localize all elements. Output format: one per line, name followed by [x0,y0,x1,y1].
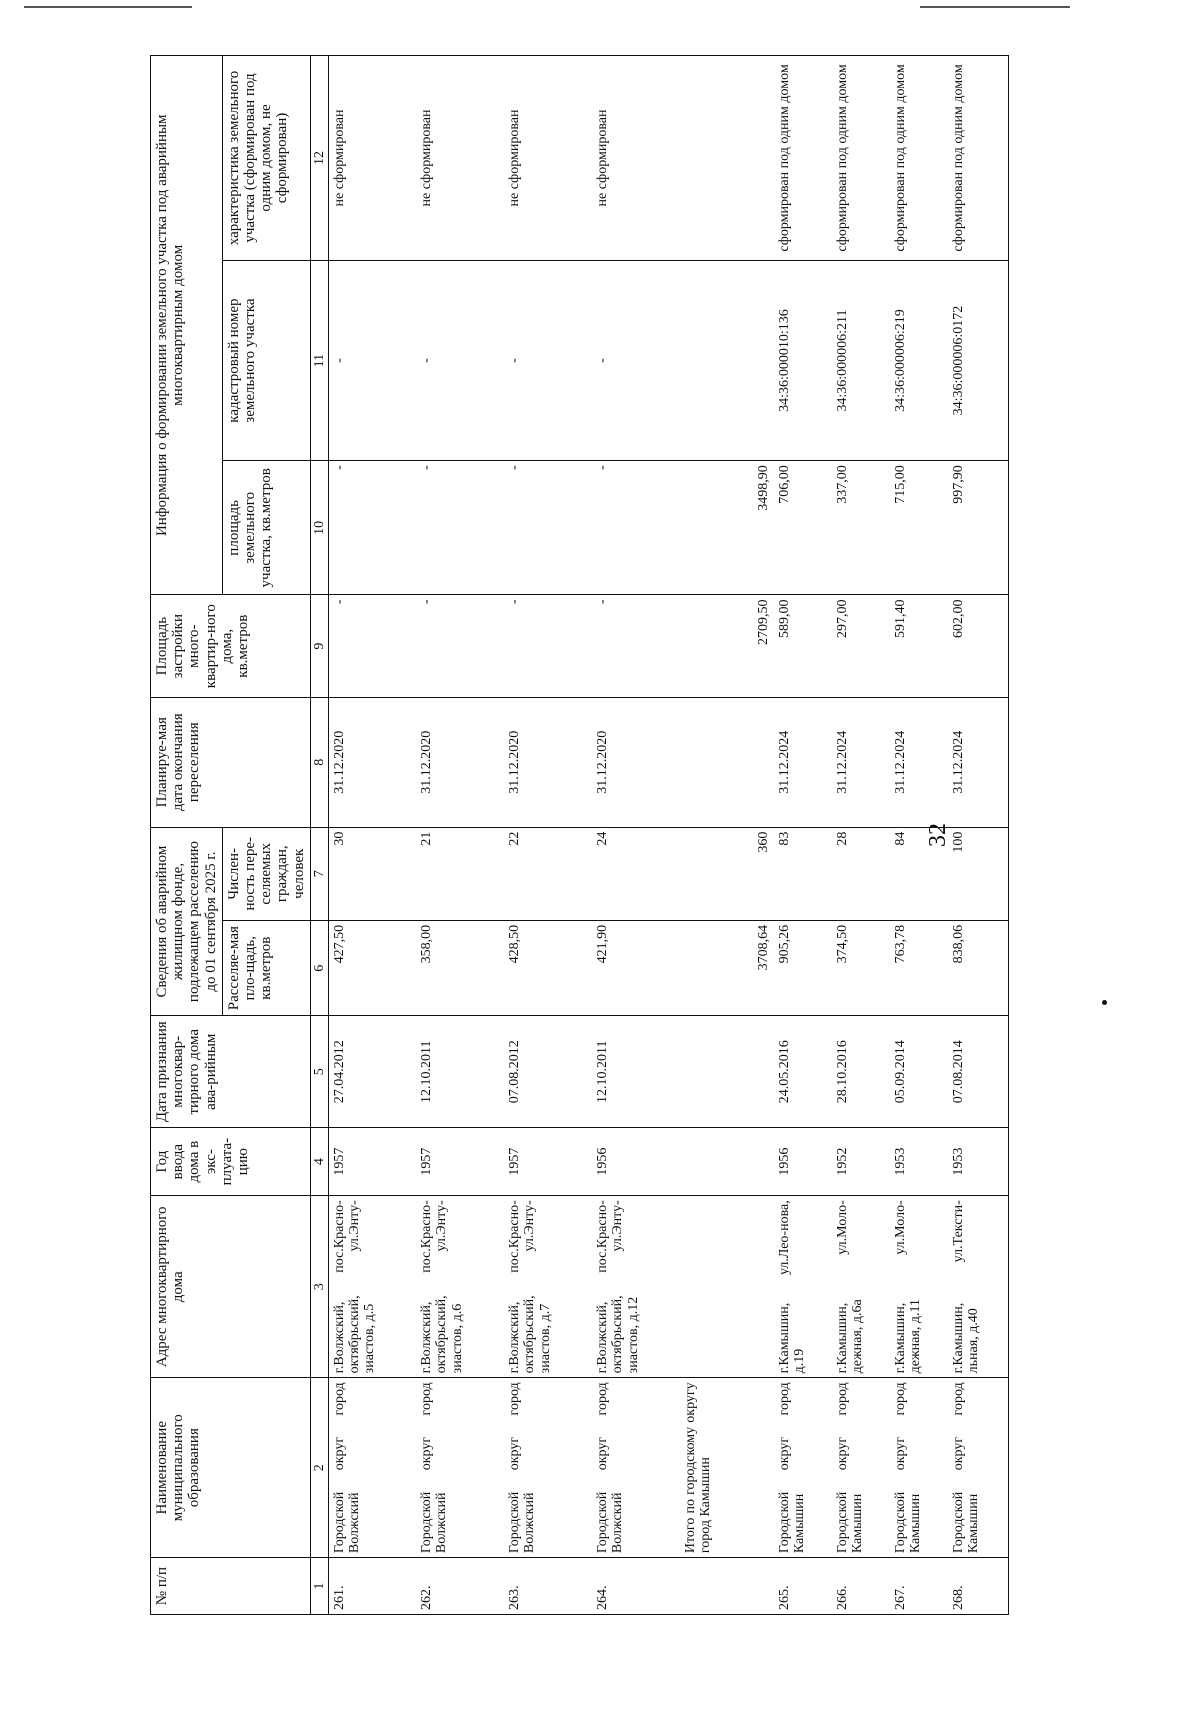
build-area: 602,00 [948,595,1008,697]
build-area: - [416,595,504,697]
row-number [680,1558,774,1615]
address: г.Камышин, ул.Лео-нова, д.19 [774,1196,832,1378]
municipality: Городской округ город Камышин [774,1378,832,1558]
address: г.Волжский, пос.Красно-октябрьский, ул.Энту-зиастов, д.5 [328,1196,416,1378]
municipality: Городской округ город Камышин [890,1378,948,1558]
column-number: 4 [310,1128,328,1196]
year-built: 1957 [328,1128,416,1196]
column-number: 11 [310,260,328,460]
column-number: 12 [310,56,328,261]
people-count: 30 [328,827,416,920]
build-area: 589,00 [774,595,832,697]
land-status: сформирован под одним домом [774,56,832,261]
cadastral-number: - [592,260,680,460]
land-area: 337,00 [832,461,890,595]
address: г.Волжский, пос.Красно-октябрьский, ул.Энту-зиастов, д.6 [416,1196,504,1378]
header-end-date: Планируе-мая дата окончания переселения [151,697,311,827]
row-number: 262. [416,1558,504,1615]
column-number: 2 [310,1378,328,1558]
column-number: 8 [310,697,328,827]
cadastral-number: 34:36:000010:136 [774,260,832,460]
year-built: 1957 [416,1128,504,1196]
end-date: 31.12.2024 [890,697,948,827]
row-number: 268. [948,1558,1008,1615]
land-area: 997,90 [948,461,1008,595]
people-count: 24 [592,827,680,920]
build-area: 2709,50 [680,595,774,697]
municipality: Городской округ город Камышин [832,1378,890,1558]
column-number: 3 [310,1196,328,1378]
end-date: 31.12.2024 [948,697,1008,827]
land-status: не сформирован [504,56,592,261]
column-number: 6 [310,920,328,1016]
row-number: 264. [592,1558,680,1615]
municipality: Городской округ город Волжский [416,1378,504,1558]
table-row [948,56,1008,1615]
top-rule-right [920,6,1070,8]
cadastral-number: 34:36:000006:0172 [948,260,1008,460]
address [680,1196,774,1378]
land-area: 3498,90 [680,461,774,595]
header-address: Адрес многоквартирного дома [151,1196,311,1378]
municipality: Городской округ город Волжский [504,1378,592,1558]
land-status: не сформирован [416,56,504,261]
end-date: 31.12.2020 [416,697,504,827]
land-area: - [504,461,592,595]
cadastral-number: - [504,260,592,460]
land-area: - [592,461,680,595]
address: г.Камышин, ул.Моло-дежная, д.6а [832,1196,890,1378]
header-build-area: Площадь застройки много-квартир-ного дома, кв.метров [151,595,311,697]
row-number: 261. [328,1558,416,1615]
page-number: 32 [925,823,951,847]
emergency-date: 12.10.2011 [592,1016,680,1128]
people-count: 22 [504,827,592,920]
emergency-date [680,1016,774,1128]
municipality: Городской округ город Волжский [328,1378,416,1558]
end-date: 31.12.2020 [328,697,416,827]
municipality: Городской округ город Камышин [948,1378,1008,1558]
header-num: № п/п [151,1558,311,1615]
municipality: Итого по городскому округу город Камышин [680,1378,774,1558]
end-date: 31.12.2024 [774,697,832,827]
year-built: 1953 [890,1128,948,1196]
build-area: - [504,595,592,697]
table-row [774,56,832,1615]
end-date: 31.12.2020 [592,697,680,827]
land-status: не сформирован [592,56,680,261]
build-area: - [592,595,680,697]
row-number: 263. [504,1558,592,1615]
build-area: 591,40 [890,595,948,697]
year-built: 1953 [948,1128,1008,1196]
header-year: Год ввода дома в экс-плуата-цию [151,1128,311,1196]
land-status: сформирован под одним домом [832,56,890,261]
land-area: - [328,461,416,595]
emergency-date: 24.05.2016 [774,1016,832,1128]
municipality: Городской округ город Волжский [592,1378,680,1558]
table-row [328,56,416,1615]
land-area: 706,00 [774,461,832,595]
row-number: 267. [890,1558,948,1615]
header-resettled-area: Расселяе-мая пло-щадь, кв.метров [222,920,310,1016]
address: г.Камышин, ул.Моло-дежная, д.11 [890,1196,948,1378]
cadastral-number: - [416,260,504,460]
address: г.Камышин, ул.Тексти-льная, д.40 [948,1196,1008,1378]
header-group-fund: Сведения об аварийном жилищном фонде, подлежащем расселению до 01 сентября 2025 г. [151,827,223,1016]
cadastral-number: 34:36:000006:219 [890,260,948,460]
address: г.Волжский, пос.Красно-октябрьский, ул.Энту-зиастов, д.7 [504,1196,592,1378]
end-date [680,697,774,827]
column-number: 9 [310,595,328,697]
people-count: 21 [416,827,504,920]
resettled-area: 374,50 [832,920,890,1016]
people-count: 28 [832,827,890,920]
resettled-area: 838,06 [948,920,1008,1016]
land-area: - [416,461,504,595]
build-area: - [328,595,416,697]
end-date: 31.12.2024 [832,697,890,827]
column-number: 10 [310,461,328,595]
resettled-area: 421,90 [592,920,680,1016]
people-count: 360 [680,827,774,920]
land-status: сформирован под одним домом [948,56,1008,261]
rotated-page [150,55,1100,1615]
header-emergency-date: Дата признания многоквар-тирного дома ава-рийным [151,1016,311,1128]
year-built: 1957 [504,1128,592,1196]
resettled-area: 3708,64 [680,920,774,1016]
resettled-area: 905,26 [774,920,832,1016]
column-numbers-row [310,56,328,1615]
people-count: 84 [890,827,948,920]
column-number: 5 [310,1016,328,1128]
year-built: 1956 [592,1128,680,1196]
resettled-area: 428,50 [504,920,592,1016]
table-row [504,56,592,1615]
people-count: 100 [948,827,1008,920]
housing-table [150,55,1009,1615]
header-land-area: площадь земельного участка, кв.метров [222,461,310,595]
land-status: сформирован под одним домом [890,56,948,261]
table-row [416,56,504,1615]
emergency-date: 05.09.2014 [890,1016,948,1128]
emergency-date: 07.08.2012 [504,1016,592,1128]
emergency-date: 12.10.2011 [416,1016,504,1128]
header-group-land: Информация о формировании земельного участка под аварийным многоквартирным домом [151,56,223,595]
people-count: 83 [774,827,832,920]
table-row [592,56,680,1615]
cadastral-number [680,260,774,460]
cadastral-number: 34:36:000006:211 [832,260,890,460]
row-number: 266. [832,1558,890,1615]
build-area: 297,00 [832,595,890,697]
emergency-date: 27.04.2012 [328,1016,416,1128]
table-body [328,56,1008,1615]
land-status [680,56,774,261]
land-area: 715,00 [890,461,948,595]
year-built: 1952 [832,1128,890,1196]
header-cadastral: кадастровый номер земельного участка [222,260,310,460]
cadastral-number: - [328,260,416,460]
emergency-date: 07.08.2014 [948,1016,1008,1128]
column-number: 1 [310,1558,328,1615]
end-date: 31.12.2020 [504,697,592,827]
emergency-date: 28.10.2016 [832,1016,890,1128]
table-row [680,56,774,1615]
resettled-area: 427,50 [328,920,416,1016]
address: г.Волжский, пос.Красно-октябрьский, ул.Энту-зиастов, д.12 [592,1196,680,1378]
top-rule-left [24,6,192,8]
year-built: 1956 [774,1128,832,1196]
header-municipality: Наименование муниципального образования [151,1378,311,1558]
year-built [680,1128,774,1196]
resettled-area: 358,00 [416,920,504,1016]
column-number: 7 [310,827,328,920]
scan-dot [1102,1000,1107,1005]
resettled-area: 763,78 [890,920,948,1016]
header-land-status: характеристика земельного участка (сформирован под одним домом, не сформирован) [222,56,310,261]
header-people: Числен-ность пере-селяемых граждан, человек [222,827,310,920]
land-status: не сформирован [328,56,416,261]
row-number: 265. [774,1558,832,1615]
table-row [832,56,890,1615]
